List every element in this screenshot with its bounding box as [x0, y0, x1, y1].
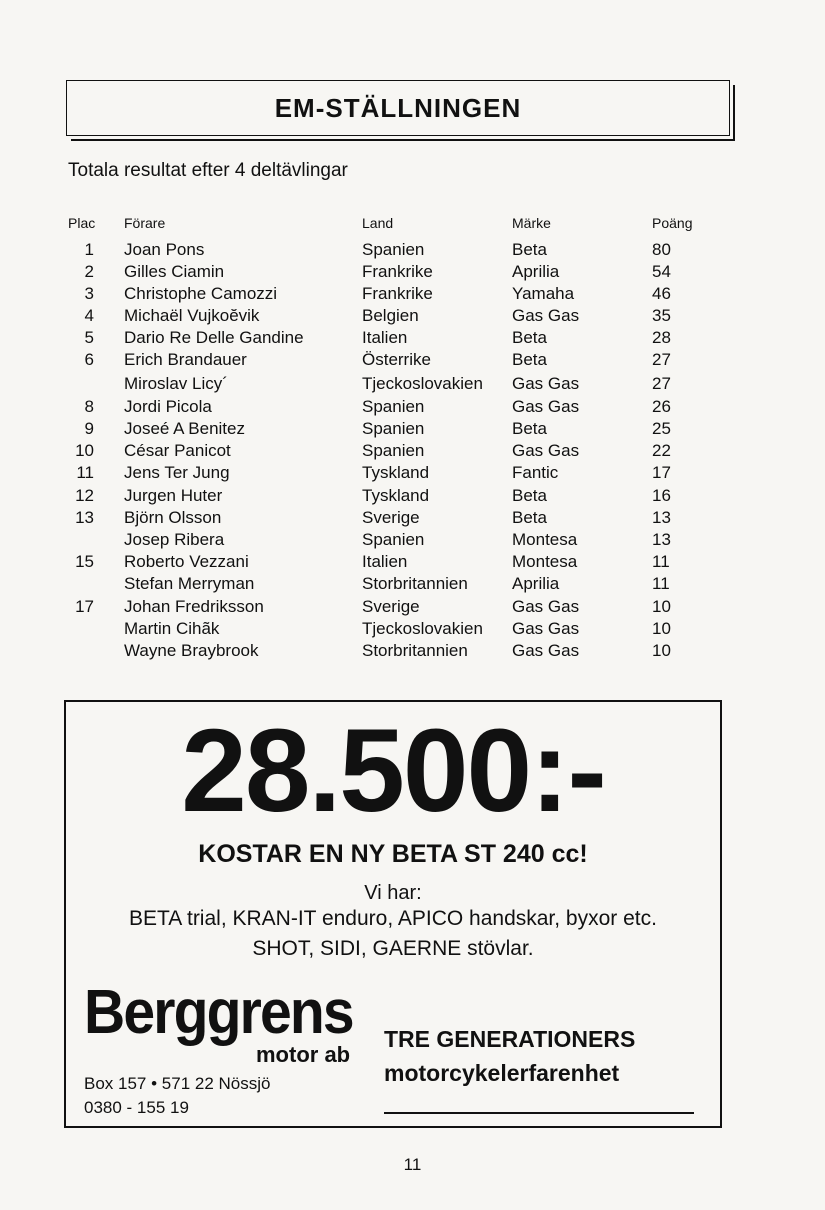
row-land: Belgien — [362, 306, 419, 325]
row-brand: Beta — [512, 350, 547, 369]
ad-intro: Vi har: — [364, 882, 422, 904]
row-plac: 4 — [84, 306, 94, 325]
page-number: 11 — [403, 1155, 422, 1174]
row-points: 10 — [652, 597, 671, 616]
row-name: Josep Ribera — [124, 530, 225, 549]
table-row — [0, 463, 825, 485]
row-brand: Gas Gas — [512, 619, 580, 638]
row-plac: 13 — [75, 508, 94, 527]
row-points: 46 — [652, 284, 671, 303]
row-name: Björn Olsson — [124, 508, 222, 527]
ad-divider — [384, 1112, 694, 1114]
row-land: Spanien — [362, 397, 425, 416]
table-row — [0, 419, 825, 441]
header-points: Poäng — [652, 215, 693, 231]
row-points: 35 — [652, 306, 671, 325]
row-name: Jordi Picola — [124, 397, 212, 416]
dealer-advertisement — [64, 700, 722, 1128]
header-land: Land — [362, 215, 394, 231]
row-name: Christophe Camozzi — [124, 284, 278, 303]
table-row — [0, 641, 825, 663]
row-land: Storbritannien — [362, 641, 468, 660]
row-land: Spanien — [362, 441, 425, 460]
ad-boots-line: SHOT, SIDI, GAERNE stövlar. — [252, 937, 534, 960]
row-land: Italien — [362, 328, 408, 347]
results-subtitle: Totala resultat efter 4 deltävlingar — [68, 160, 348, 181]
table-row — [0, 508, 825, 530]
row-brand: Gas Gas — [512, 641, 580, 660]
row-brand: Aprilia — [512, 262, 560, 281]
page-title: EM-STÄLLNINGEN — [274, 92, 522, 123]
row-brand: Gas Gas — [512, 597, 580, 616]
row-land: Frankrike — [362, 262, 433, 281]
row-brand: Fantic — [512, 463, 559, 482]
row-name: Dario Re Delle Gandine — [124, 328, 304, 347]
title-box — [66, 80, 730, 136]
row-plac: 17 — [75, 597, 94, 616]
ad-phone: 0380 - 155 19 — [84, 1098, 189, 1117]
table-row — [0, 397, 825, 419]
table-row — [0, 240, 825, 262]
row-plac: 15 — [75, 552, 94, 571]
berggrens-logo-sub: motor ab — [256, 1042, 351, 1067]
ad-address: Box 157 • 571 22 Nössjö — [84, 1074, 271, 1093]
row-name: César Panicot — [124, 441, 231, 460]
table-row — [0, 441, 825, 463]
table-row — [0, 328, 825, 350]
row-land: Frankrike — [362, 284, 433, 303]
row-points: 25 — [652, 419, 671, 438]
row-name: Johan Fredriksson — [124, 597, 264, 616]
row-brand: Beta — [512, 328, 547, 347]
row-plac: 9 — [84, 419, 94, 438]
row-brand: Montesa — [512, 530, 578, 549]
row-points: 10 — [652, 641, 671, 660]
row-brand: Beta — [512, 508, 547, 527]
row-points: 16 — [652, 486, 671, 505]
header-brand: Märke — [512, 215, 551, 231]
row-name: Erich Brandauer — [124, 350, 247, 369]
row-name: Stefan Merryman — [124, 574, 255, 593]
row-land: Tjeckoslovakien — [362, 374, 483, 393]
row-points: 27 — [652, 374, 671, 393]
row-land: Sverige — [362, 508, 420, 527]
row-land: Tjeckoslovakien — [362, 619, 483, 638]
row-points: 22 — [652, 441, 671, 460]
table-row — [0, 306, 825, 328]
row-brand: Montesa — [512, 552, 578, 571]
row-brand: Yamaha — [512, 284, 575, 303]
row-name: Joseé A Benitez — [124, 419, 245, 438]
row-brand: Beta — [512, 419, 547, 438]
row-points: 13 — [652, 508, 671, 527]
ad-generations-heading: TRE GENERATIONERS — [384, 1026, 636, 1052]
row-plac: 8 — [84, 397, 94, 416]
row-brand: Gas Gas — [512, 441, 580, 460]
row-brand: Gas Gas — [512, 306, 580, 325]
row-brand: Gas Gas — [512, 374, 580, 393]
row-name: Michaël Vujkoĕvik — [124, 306, 260, 325]
header-name: Förare — [124, 215, 166, 231]
header-plac: Plac — [68, 215, 96, 231]
ad-price: 28.500:- — [181, 705, 605, 837]
table-row — [0, 530, 825, 552]
row-plac: 2 — [84, 262, 94, 281]
table-row — [0, 619, 825, 641]
table-row — [0, 374, 825, 396]
table-row — [0, 597, 825, 619]
row-points: 11 — [652, 552, 670, 571]
row-brand: Beta — [512, 240, 547, 259]
row-plac: 10 — [75, 441, 94, 460]
row-brand: Beta — [512, 486, 547, 505]
row-points: 80 — [652, 240, 671, 259]
row-plac: 1 — [84, 240, 94, 259]
row-plac: 6 — [84, 350, 94, 369]
row-name: Joan Pons — [124, 240, 205, 259]
table-row — [0, 284, 825, 306]
row-name: Jens Ter Jung — [124, 463, 230, 482]
ad-generations-subheading: motorcykelerfarenhet — [384, 1060, 620, 1086]
ad-products-line: BETA trial, KRAN-IT enduro, APICO handskar, byxor etc. — [129, 907, 657, 930]
row-points: 13 — [652, 530, 671, 549]
row-land: Italien — [362, 552, 408, 571]
row-brand: Aprilia — [512, 574, 560, 593]
row-name: Roberto Vezzani — [124, 552, 249, 571]
ad-tagline: KOSTAR EN NY BETA ST 240 cc! — [198, 840, 588, 868]
row-name: Jurgen Huter — [124, 486, 223, 505]
row-land: Tyskland — [362, 463, 430, 482]
table-row — [0, 552, 825, 574]
table-row — [0, 350, 825, 372]
row-name: Gilles Ciamin — [124, 262, 225, 281]
row-points: 27 — [652, 350, 671, 369]
row-land: Spanien — [362, 530, 425, 549]
row-points: 11 — [652, 574, 670, 593]
row-plac: 11 — [76, 463, 94, 482]
row-land: Tyskland — [362, 486, 430, 505]
row-land: Österrike — [362, 350, 431, 369]
table-row — [0, 574, 825, 596]
table-row — [0, 262, 825, 284]
row-land: Storbritannien — [362, 574, 468, 593]
row-name: Martin Cihãk — [124, 619, 220, 638]
row-land: Spanien — [362, 419, 425, 438]
row-name: Wayne Braybrook — [124, 641, 259, 660]
row-land: Sverige — [362, 597, 420, 616]
row-points: 26 — [652, 397, 671, 416]
table-row — [0, 486, 825, 508]
row-land: Spanien — [362, 240, 425, 259]
row-brand: Gas Gas — [512, 397, 580, 416]
row-points: 54 — [652, 262, 671, 281]
row-plac: 5 — [84, 328, 94, 347]
row-points: 10 — [652, 619, 671, 638]
row-plac: 3 — [84, 284, 94, 303]
row-name: Miroslav Licy´ — [124, 374, 228, 393]
berggrens-logo: Berggrens — [84, 978, 353, 1047]
row-plac: 12 — [75, 486, 94, 505]
row-points: 28 — [652, 328, 671, 347]
row-points: 17 — [652, 463, 671, 482]
